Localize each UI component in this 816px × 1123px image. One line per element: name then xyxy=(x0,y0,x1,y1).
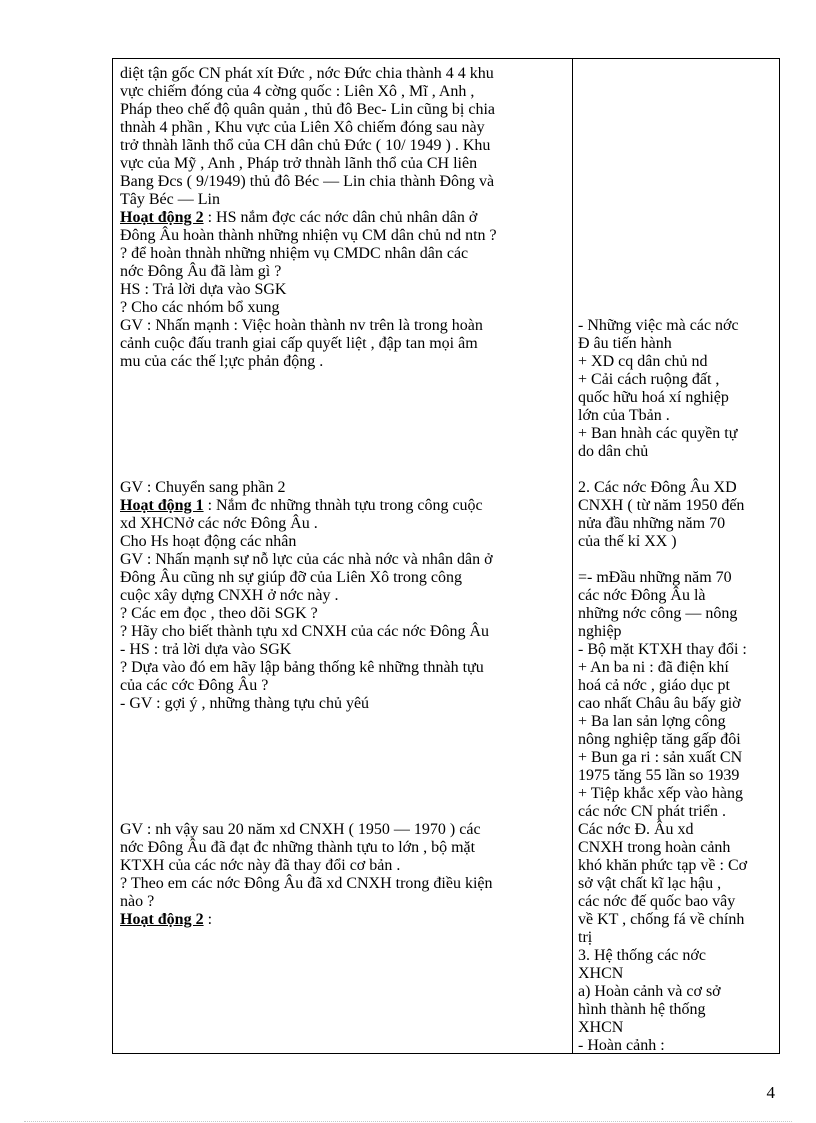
text-line: nào ? xyxy=(120,893,155,910)
text-line: Các nớc Đ. Âu xd xyxy=(578,821,694,838)
text-line: Cho Hs hoạt động các nhân xyxy=(120,533,297,550)
text-line: GV : Chuyển sang phần 2 xyxy=(120,479,286,496)
text-line: nửa đầu những năm 70 xyxy=(578,515,726,532)
text-line: + Ban hnàh các quyền tự xyxy=(578,425,738,442)
text-line: - GV : gợi ý , những thàng tựu chủ yêú xyxy=(120,695,370,712)
text-line: cao nhất Châu âu bấy giờ xyxy=(578,695,741,712)
text-line: - Những việc mà các nớc xyxy=(578,317,739,334)
text-line: =- mĐầu những năm 70 xyxy=(578,569,732,586)
text-line: Đ âu tiến hành xyxy=(578,335,672,352)
text-line: ? để hoàn thnàh những nhiệm vụ CMDC nhân dân các xyxy=(120,245,469,262)
text-line: + An ba ni : đã điện khí xyxy=(578,659,729,676)
text-line: - Hoàn cảnh : xyxy=(578,1037,665,1054)
text-line: nông nghiệp tăng gấp đôi xyxy=(578,731,741,748)
text-line: lớn của Tbản . xyxy=(578,407,670,424)
activity-line xyxy=(120,497,483,515)
text-line: những nớc công — nông xyxy=(578,605,738,622)
text-line: nghiệp xyxy=(578,623,622,640)
activity-label: Hoạt động 2 xyxy=(120,209,204,226)
text-line: KTXH của các nớc này đã thay đổi cơ bản . xyxy=(120,857,401,874)
text-line: quốc hữu hoá xí nghiệp xyxy=(578,389,729,406)
text-line: cảnh cuộc đấu tranh giai cấp quyết liệt , đập tan mọi âm xyxy=(120,335,478,352)
text-line: HS : Trả lời dựa vào SGK xyxy=(120,281,287,298)
text-line: Đông Âu hoàn thành những nhiện vụ CM dân chủ nd ntn ? xyxy=(120,227,497,244)
text-line: diệt tận gốc CN phát xít Đức , nớc Đức chia thành 4 4 khu xyxy=(120,65,494,82)
text-line: do dân chủ xyxy=(578,443,649,460)
text-line: XHCN xyxy=(578,1019,624,1036)
footer-divider xyxy=(24,1121,792,1122)
text-line: Tây Béc — Lin xyxy=(120,191,220,208)
text-line: nớc Đông Âu đã đạt đc những thành tựu to lớn , bộ mặt xyxy=(120,839,476,856)
text-line: các nớc Đông Âu là xyxy=(578,587,706,604)
text-line: 3. Hệ thống các nớc xyxy=(578,947,706,964)
activity-text: : xyxy=(203,911,213,928)
text-line: các nớc CN phát triển . xyxy=(578,803,726,820)
text-line: + XD cq dân chủ nd xyxy=(578,353,708,370)
text-line: ? Cho các nhóm bổ xung xyxy=(120,299,280,316)
text-line: ? Theo em các nớc Đông Âu đã xd CNXH trong điều kiện xyxy=(120,875,493,892)
text-line: sở vật chất kĩ lạc hậu , xyxy=(578,875,722,892)
text-line: khó khăn phức tạp về : Cơ xyxy=(578,857,748,874)
text-line: CNXH ( từ năm 1950 đến xyxy=(578,497,745,514)
text-line: mu của các thế l;ực phản động . xyxy=(120,353,324,370)
lesson-table xyxy=(112,58,780,1054)
text-line: trở thnàh lãnh thổ của CH dân chủ Đức ( 10/ 1949 ) . Khu xyxy=(120,137,491,154)
text-line: ? Dựa vào đó em hãy lập bảng thống kê những thnàh tựu xyxy=(120,659,484,676)
activity-text: : Nắm đc những thnàh tựu trong công cuộc xyxy=(203,497,483,514)
text-line: các nớc đế quốc bao vây xyxy=(578,893,736,910)
text-line: + Tiệp khắc xếp vào hàng xyxy=(578,785,743,802)
activity-line xyxy=(120,911,212,929)
text-line: xd XHCNở các nớc Đông Âu . xyxy=(120,515,318,532)
text-line: 2. Các nớc Đông Âu XD xyxy=(578,479,737,496)
text-line: Pháp theo chế độ quân quản , thủ đô Bec- Lin cũng bị chia xyxy=(120,101,496,118)
text-line: GV : nh vậy sau 20 năm xd CNXH ( 1950 — 1970 ) các xyxy=(120,821,481,838)
activity-text: : HS nắm đợc các nớc dân chủ nhân dân ở xyxy=(203,209,478,226)
text-line: + Bun ga ri : sản xuất CN xyxy=(578,749,743,766)
text-line: hình thành hệ thống xyxy=(578,1001,706,1018)
text-line: của các cớc Đông Âu ? xyxy=(120,677,269,694)
text-line: 1975 tăng 55 lần so 1939 xyxy=(578,767,740,784)
text-line: GV : Nhấn mạnh : Việc hoàn thành nv trên là trong hoàn xyxy=(120,317,483,334)
text-line: + Cải cách ruộng đất , xyxy=(578,371,720,388)
text-line: vực của Mỹ , Anh , Pháp trở thnàh lãnh thổ của CH liên xyxy=(120,155,478,172)
text-line: của thế kỉ XX ) xyxy=(578,533,677,550)
column-divider xyxy=(572,59,573,1053)
text-line: - HS : trả lời dựa vào SGK xyxy=(120,641,292,658)
activity-label: Hoạt động 1 xyxy=(120,497,204,514)
text-line: - Bộ mặt KTXH thay đổi : xyxy=(578,641,747,658)
text-line: + Ba lan sản lợng công xyxy=(578,713,726,730)
activity-line xyxy=(120,209,477,227)
text-line: XHCN xyxy=(578,965,624,982)
text-line: vực chiếm đóng của 4 cờng quốc : Liên Xô , Mĩ , Anh , xyxy=(120,83,475,100)
text-line: GV : Nhấn mạnh sự nỗ lực của các nhà nớc và nhân dân ở xyxy=(120,551,493,568)
text-line: Đông Âu cũng nh sự giúp đỡ của Liên Xô trong công xyxy=(120,569,462,586)
activity-label: Hoạt động 2 xyxy=(120,911,204,928)
text-line: a) Hoàn cảnh và cơ sở xyxy=(578,983,721,1000)
text-line: ? Hãy cho biết thành tựu xd CNXH của các nớc Đông Âu xyxy=(120,623,490,640)
text-line: ? Các em đọc , theo dõi SGK ? xyxy=(120,605,318,622)
text-line: về KT , chống fá về chính xyxy=(578,911,745,928)
page-number: 4 xyxy=(766,1083,775,1102)
text-line: Bang Đcs ( 9/1949) thủ đô Béc — Lin chia thành Đông và xyxy=(120,173,495,190)
text-line: cuộc xây dựng CNXH ở nớc này . xyxy=(120,587,339,604)
text-line: CNXH trong hoàn cảnh xyxy=(578,839,731,856)
text-line: thnàh 4 phần , Khu vực của Liên Xô chiếm đóng sau này xyxy=(120,119,485,136)
text-line: nớc Đông Âu đã làm gì ? xyxy=(120,263,282,280)
text-line: trị xyxy=(578,929,593,946)
text-line: hoá cả nớc , giáo dục pt xyxy=(578,677,730,694)
